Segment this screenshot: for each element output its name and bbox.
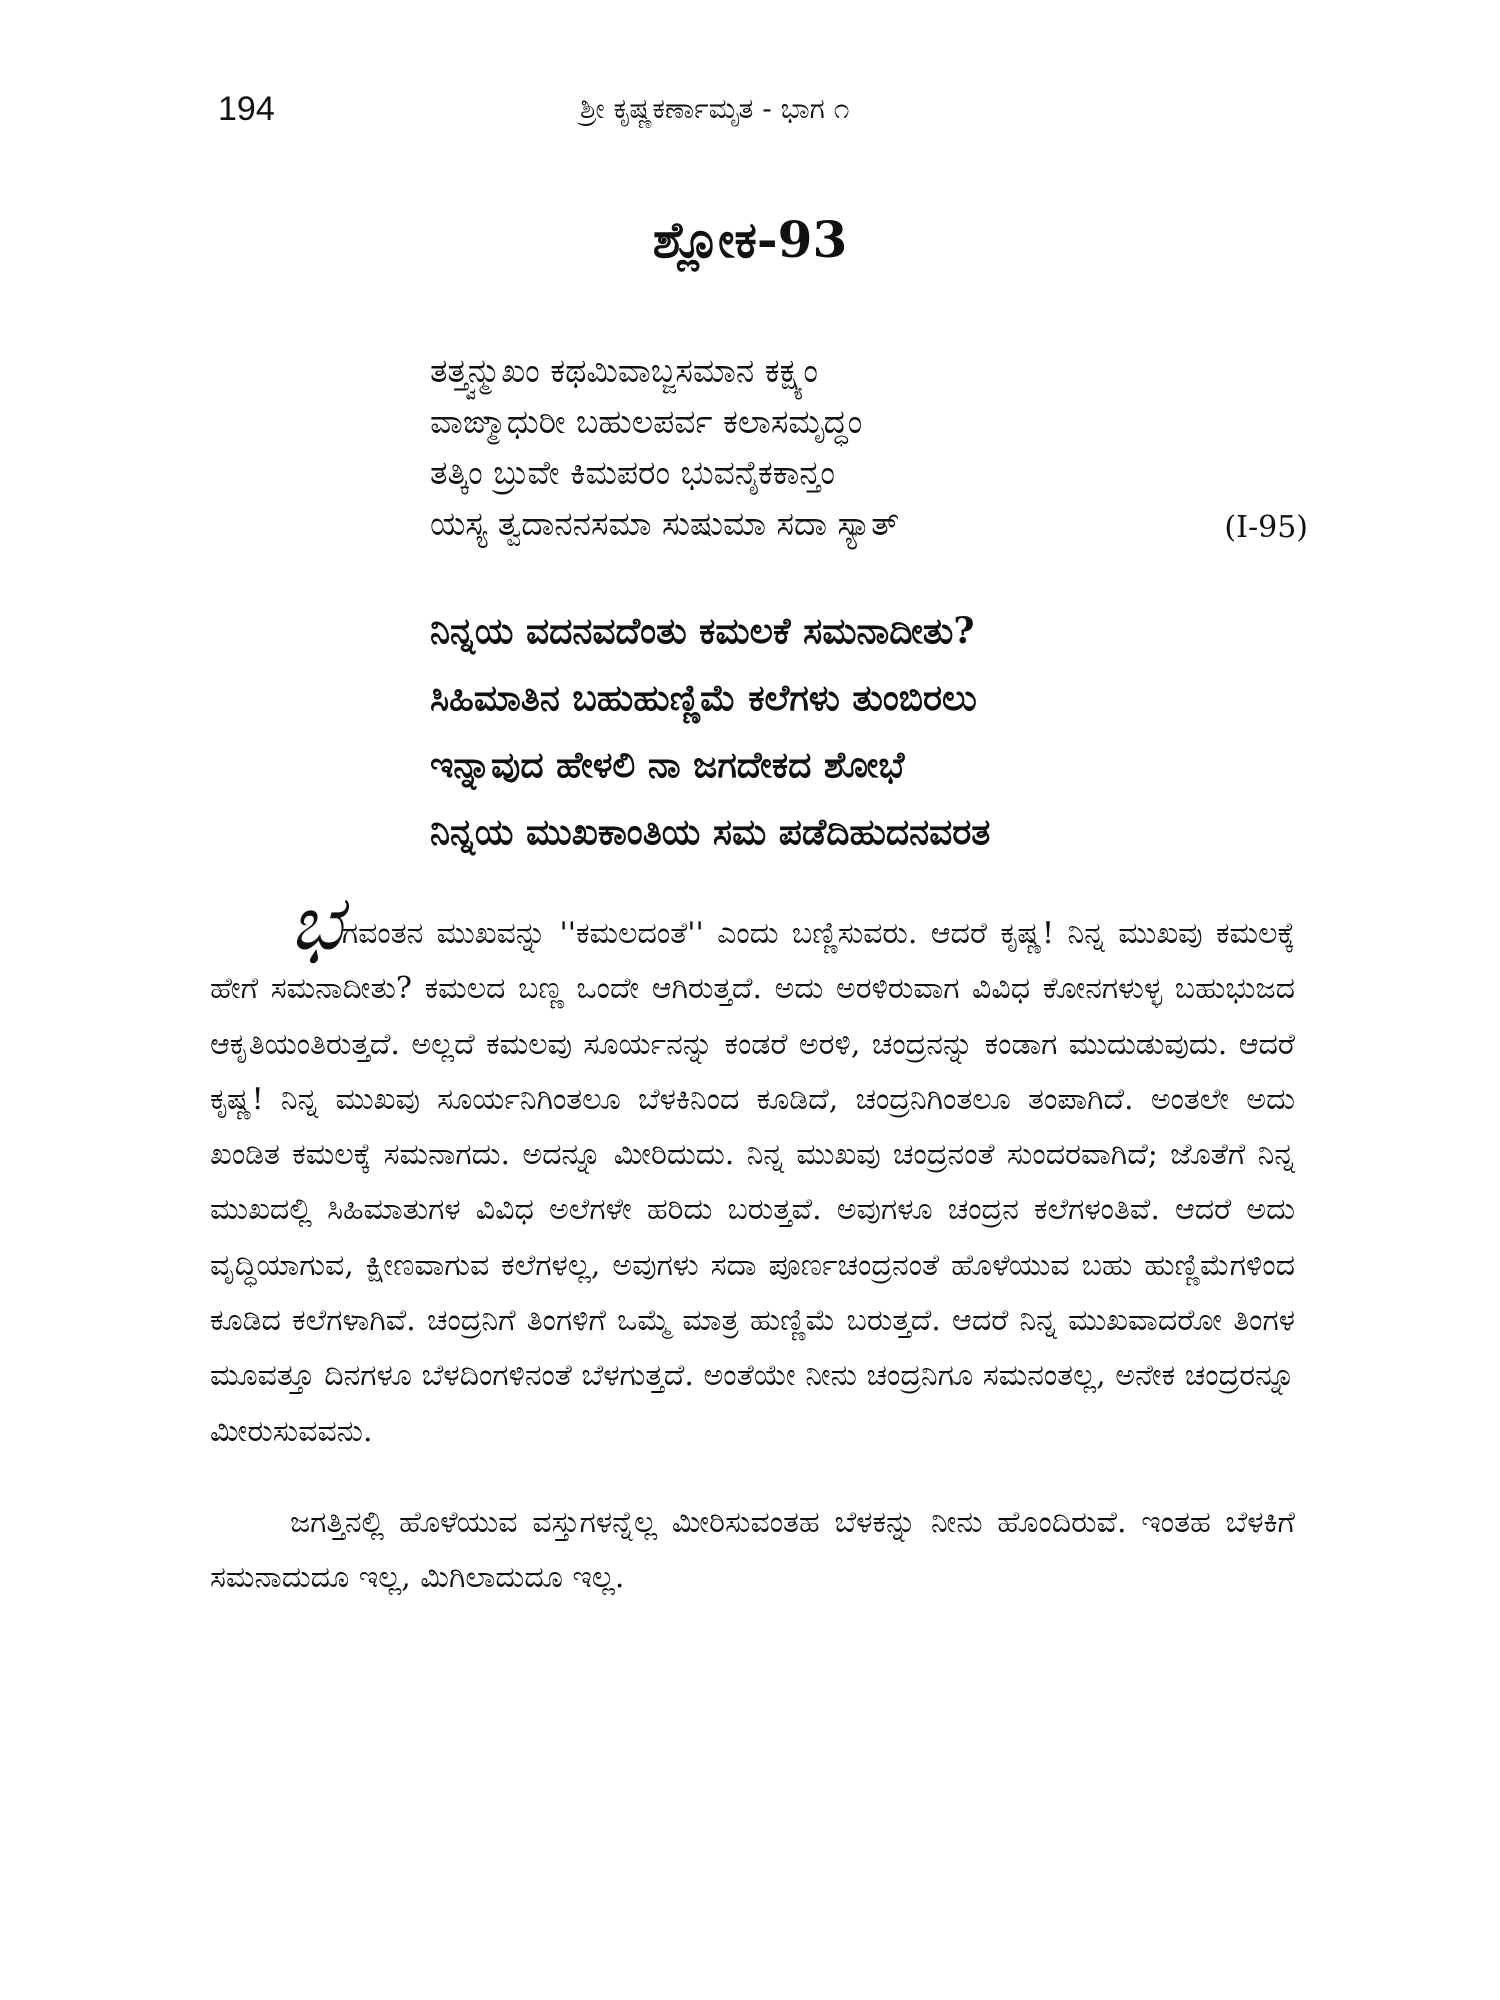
verse-line: ಯಸ್ಯ ತ್ವದಾನನಸಮಾ ಸುಷುಮಾ ಸದಾ ಸ್ಯಾತ್	[430, 504, 900, 543]
verse-line: ವಾಙ್ಮಾಧುರೀ ಬಹುಲಪರ್ವ ಕಲಾಸಮೃದ್ಧಂ	[430, 402, 863, 441]
kannada-translation	[430, 598, 1330, 866]
commentary	[210, 878, 1295, 1606]
drop-cap: ಭ	[290, 878, 342, 967]
sanskrit-verse	[430, 345, 1310, 549]
sloka-heading: ಶ್ಲೋಕ-93	[652, 210, 848, 269]
translation-line: ಸಿಹಿಮಾತಿನ ಬಹುಹುಣ್ಣಿಮೆ ಕಲೆಗಳು ತುಂಬಿರಲು	[430, 677, 977, 719]
verse-reference: (I-95)	[1224, 510, 1308, 545]
verse-line: ತತ್ಕಿಂ ಬ್ರುವೇ ಕಿಮಪರಂ ಭುವನೈಕಕಾನ್ತಂ	[430, 453, 835, 492]
commentary-paragraph: ಜಗತ್ತಿನಲ್ಲಿ ಹೊಳೆಯುವ ವಸ್ತುಗಳನ್ನೆಲ್ಲ ಮೀರಿಸುವಂತಹ ಬೆಳಕನ್ನು ನೀನು ಹೊಂದಿರುವೆ. ಇಂತಹ ಬೆಳಕಿಗೆ ಸಮನಾದುದೂ ಇಲ್ಲ, ಮಿಗಿಲಾದುದೂ ಇಲ್ಲ.	[210, 1504, 1295, 1596]
running-title: ಶ್ರೀ ಕೃಷ್ಣಕರ್ಣಾಮೃತ - ಭಾಗ ೧	[580, 92, 850, 125]
translation-line: ಇನ್ನಾವುದ ಹೇಳಲಿ ನಾ ಜಗದೇಕದ ಶೋಭೆ	[430, 744, 905, 786]
verse-line: ತತ್ತ್ವನ್ಮುಖಂ ಕಥಮಿವಾಬ್ಜಸಮಾನ ಕಕ್ಷ್ಯಂ	[430, 351, 818, 390]
page-header	[0, 90, 1500, 150]
page-number: 194	[218, 90, 275, 128]
translation-line: ನಿನ್ನಯ ವದನವದೆಂತು ಕಮಲಕೆ ಸಮನಾದೀತು?	[430, 610, 975, 652]
commentary-paragraph	[210, 878, 1295, 1459]
translation-line: ನಿನ್ನಯ ಮುಖಕಾಂತಿಯ ಸಮ ಪಡೆದಿಹುದನವರತ	[430, 811, 991, 853]
paragraph-text: ಗವಂತನ ಮುಖವನ್ನು ''ಕಮಲದಂತೆ'' ಎಂದು ಬಣ್ಣಿಸುವರು. ಆದರೆ ಕೃಷ್ಣ! ನಿನ್ನ ಮುಖವು ಕಮಲಕ್ಕೆ ಹೇಗೆ ಸಮನಾದೀತು? ಕಮಲದ ಬಣ್ಣ ಒಂದೇ ಆಗಿರುತ್ತದೆ. ಅದು ಅರಳಿರುವಾಗ ವಿವಿಧ ಕೋನಗಳುಳ್ಳ ಬಹುಭುಜದ ಆಕೃತಿಯಂತಿರುತ್ತದೆ. ಅಲ್ಲದೆ ಕಮಲವು ಸೂರ್ಯನನ್ನು ಕಂಡರೆ ಅರಳಿ, ಚಂದ್ರನನ್ನು ಕಂಡಾಗ ಮುದುಡುವುದು. ಆದರೆ ಕೃಷ್ಣ! ನಿನ್ನ ಮುಖವು ಸೂರ್ಯನಿಗಿಂತಲೂ ಬೆಳಕಿನಿಂದ ಕೂಡಿದೆ, ಚಂದ್ರನಿಗಿಂತಲೂ ತಂಪಾಗಿದೆ. ಅಂತಲೇ ಅದು ಖಂಡಿತ ಕಮಲಕ್ಕೆ ಸಮನಾಗದು. ಅದನ್ನೂ ಮೀರಿದುದು. ನಿನ್ನ ಮುಖವು ಚಂದ್ರನಂತೆ ಸುಂದರವಾಗಿದೆ; ಜೊತೆಗೆ ನಿನ್ನ ಮುಖದಲ್ಲಿ ಸಿಹಿಮಾತುಗಳ ವಿವಿಧ ಅಲೆಗಳೇ ಹರಿದು ಬರುತ್ತವೆ. ಅವುಗಳೂ ಚಂದ್ರನ ಕಲೆಗಳಂತಿವೆ. ಆದರೆ ಅದು ವೃದ್ಧಿಯಾಗುವ, ಕ್ಷೀಣವಾಗುವ ಕಲೆಗಳಲ್ಲ, ಅವುಗಳು ಸದಾ ಪೂರ್ಣಚಂದ್ರನಂತೆ ಹೊಳೆಯುವ ಬಹು ಹುಣ್ಣಿಮೆಗಳಿಂದ ಕೂಡಿದ ಕಲೆಗಳಾಗಿವೆ. ಚಂದ್ರನಿಗೆ ತಿಂಗಳಿಗೆ ಒಮ್ಮೆ ಮಾತ್ರ ಹುಣ್ಣಿಮೆ ಬರುತ್ತದೆ. ಆದರೆ ನಿನ್ನ ಮುಖವಾದರೋ ತಿಂಗಳ ಮೂವತ್ತೂ ದಿನಗಳೂ ಬೆಳದಿಂಗಳಿನಂತೆ ಬೆಳಗುತ್ತದೆ. ಅಂತೆಯೇ ನೀನು ಚಂದ್ರನಿಗೂ ಸಮನಂತಲ್ಲ, ಅನೇಕ ಚಂದ್ರರನ್ನೂ ಮೀರುಸುವವನು.	[210, 916, 1295, 1449]
